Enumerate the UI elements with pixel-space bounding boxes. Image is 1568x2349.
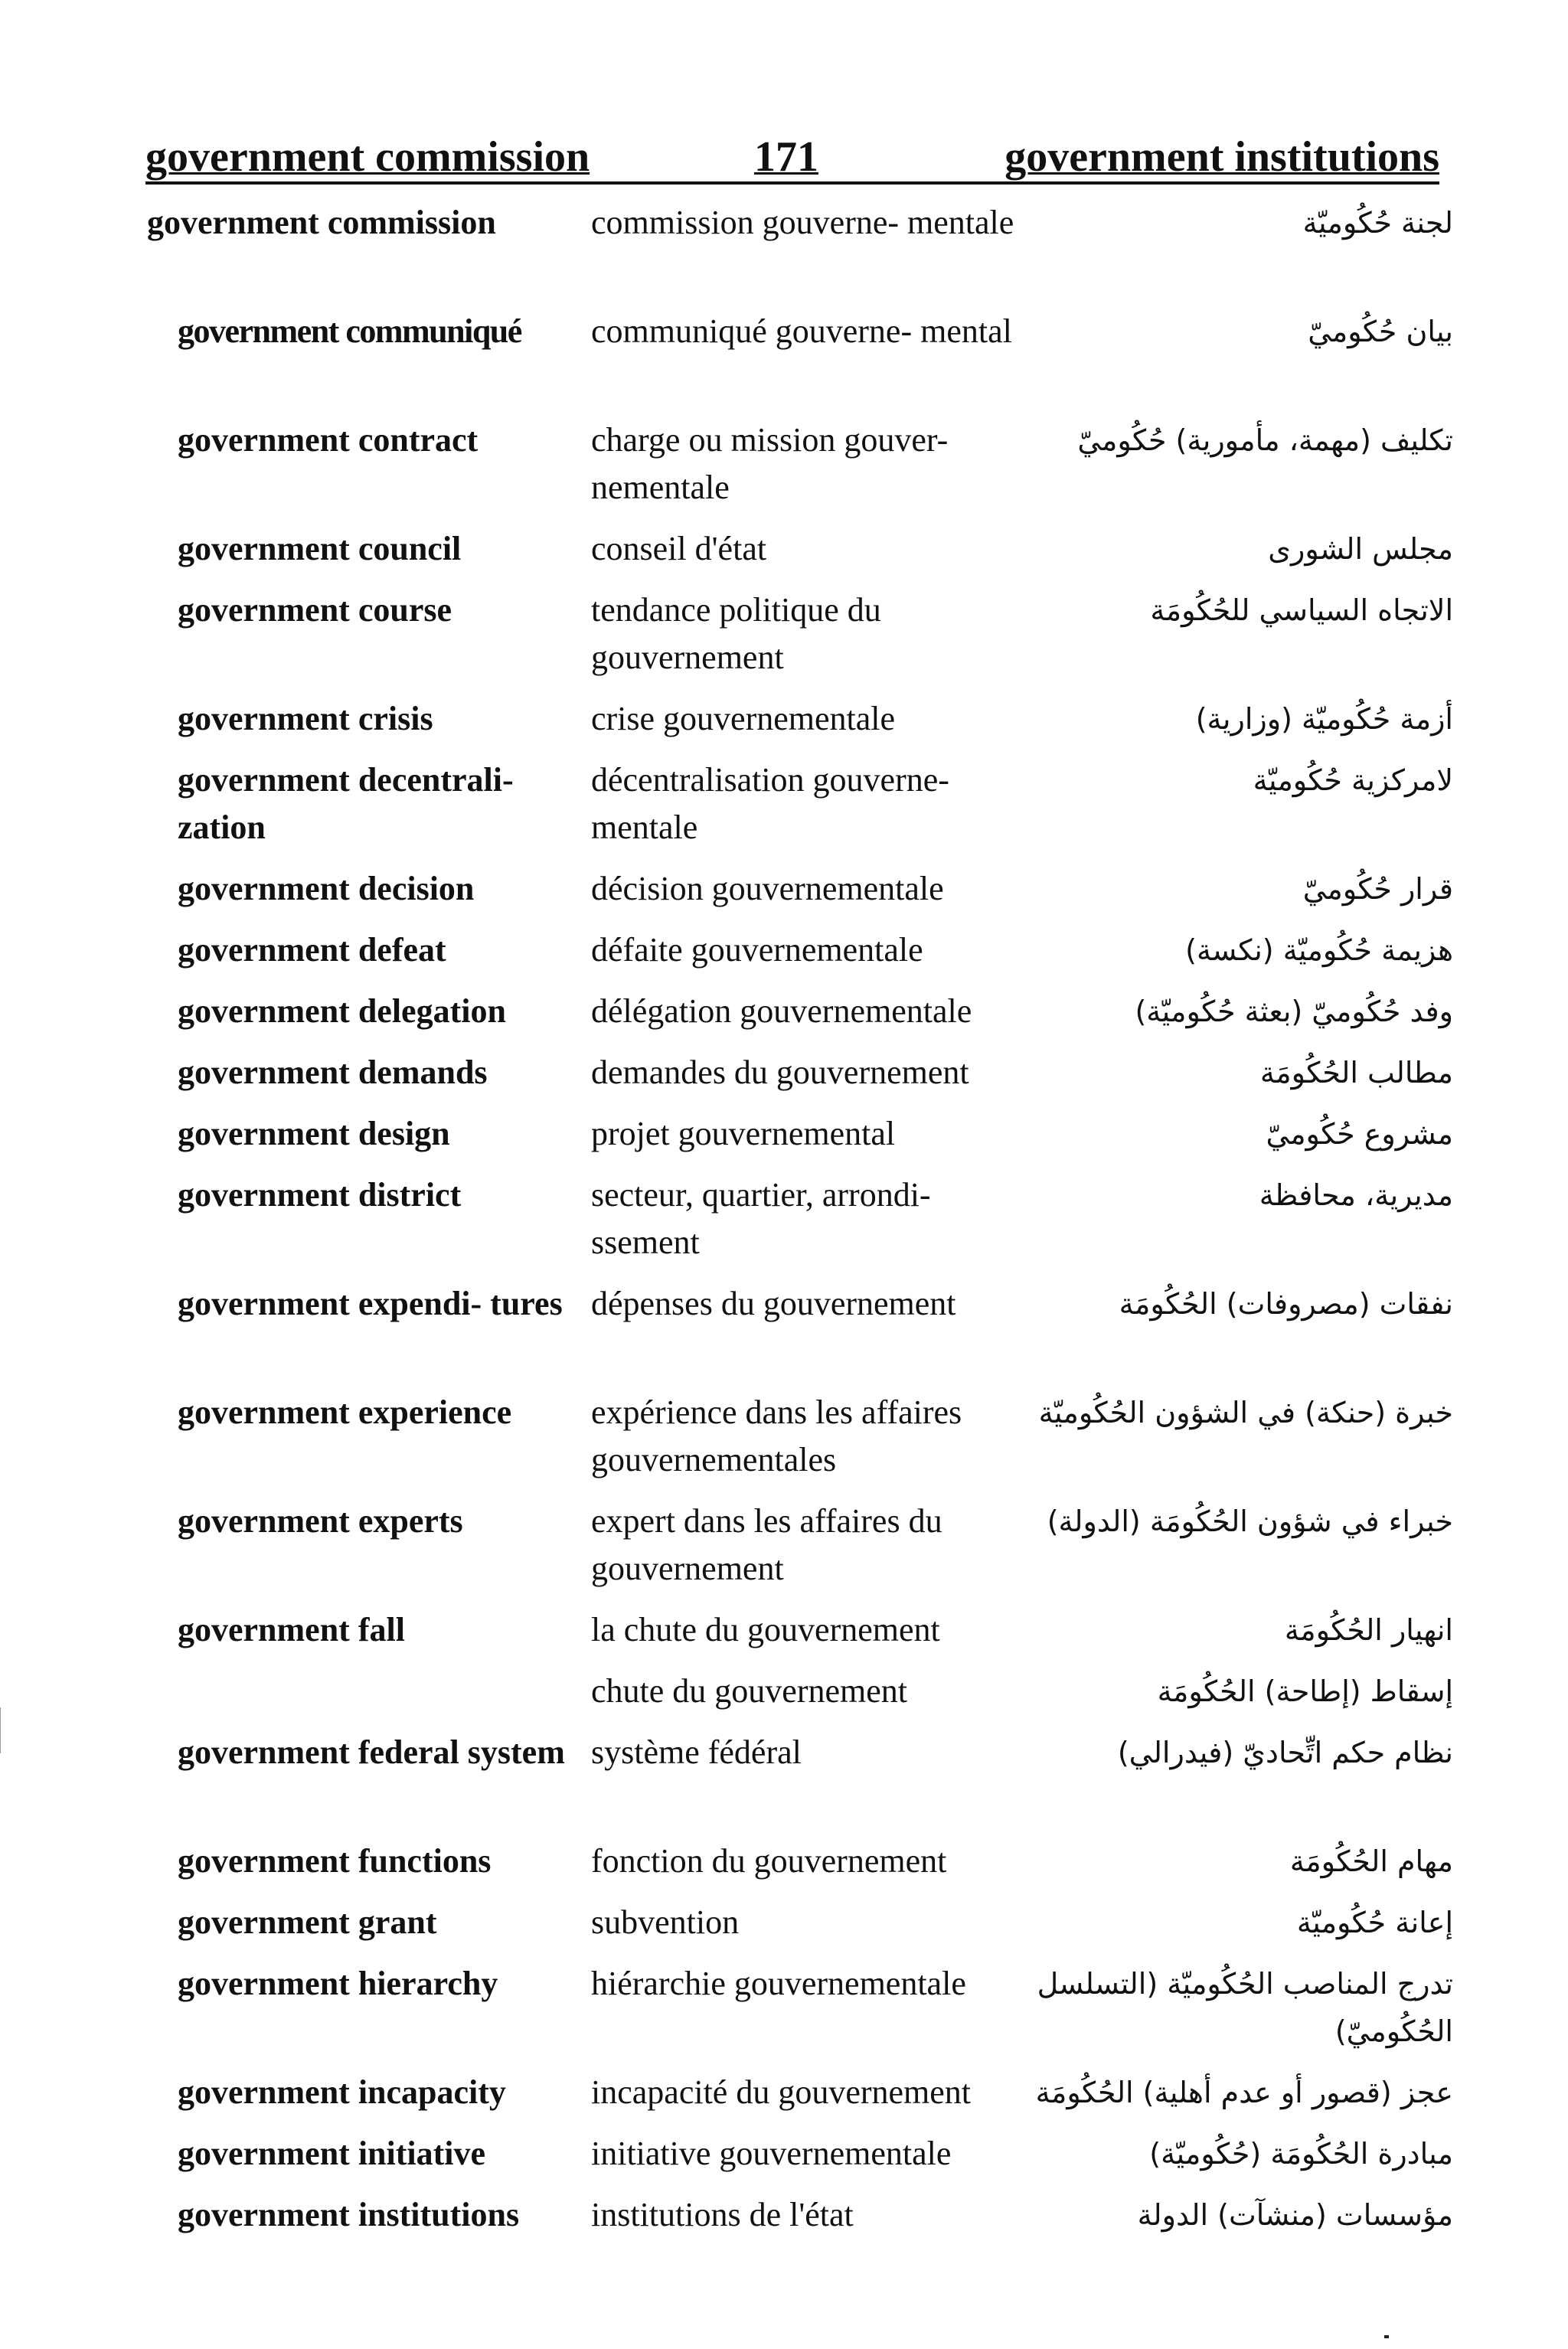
english-term: government hierarchy xyxy=(178,1965,498,2002)
french-translation: institutions de l'état xyxy=(591,2196,854,2233)
english-term: government crisis xyxy=(178,700,433,737)
arabic-translation: خبراء في شؤون الحُكُومَة (الدولة) xyxy=(1047,1504,1453,1538)
left-running-headword: government commission xyxy=(145,133,590,181)
arabic-translation: مبادرة الحُكُومَة (حُكُوميّة) xyxy=(1149,2137,1453,2171)
arabic-translation: الاتجاه السياسي للحُكُومَة xyxy=(1150,593,1453,627)
scan-speck xyxy=(1384,2335,1389,2338)
english-term: government fall xyxy=(178,1611,405,1648)
french-translation: initiative gouvernementale xyxy=(591,2135,952,2172)
dictionary-entry xyxy=(0,1110,1568,1171)
english-term: government contract xyxy=(178,421,479,459)
arabic-translation: مديرية، محافظة xyxy=(1259,1178,1453,1212)
english-term: government design xyxy=(178,1115,450,1152)
english-term: government decentrali- zation xyxy=(178,761,514,846)
english-term: government incapacity xyxy=(178,2073,506,2111)
english-term: government commission xyxy=(147,204,496,241)
dictionary-entry xyxy=(0,695,1568,756)
dictionary-entry xyxy=(0,2069,1568,2130)
arabic-translation: نفقات (مصروفات) الحُكُومَة xyxy=(1119,1287,1453,1321)
french-translation: défaite gouvernementale xyxy=(591,931,923,969)
english-term: government defeat xyxy=(178,931,446,969)
arabic-translation: لجنة حُكُوميّة xyxy=(1302,206,1453,240)
arabic-translation: مشروع حُكُوميّ xyxy=(1266,1117,1453,1151)
french-translation: fonction du gouvernement xyxy=(591,1842,947,1880)
dictionary-entry xyxy=(0,1899,1568,1960)
dictionary-entry xyxy=(0,1049,1568,1110)
english-term: government course xyxy=(178,591,452,629)
arabic-translation: مؤسسات (منشآت) الدولة xyxy=(1137,2198,1453,2232)
english-term: government council xyxy=(178,530,462,567)
english-term: government experts xyxy=(178,1502,463,1540)
french-translation: tendance politique du gouvernement xyxy=(591,591,881,676)
french-translation: expérience dans les affaires gouvernementales xyxy=(591,1393,962,1478)
english-term: government grant xyxy=(178,1903,437,1941)
english-term: government functions xyxy=(178,1842,492,1880)
arabic-translation: عجز (قصور أو عدم أهلية) الحُكُومَة xyxy=(1035,2076,1453,2109)
english-term: government decision xyxy=(178,870,475,907)
arabic-translation: إسقاط (إطاحة) الحُكُومَة xyxy=(1157,1674,1453,1708)
french-translation: système fédéral xyxy=(591,1733,802,1771)
arabic-translation: إعانة حُكُوميّة xyxy=(1296,1906,1453,1939)
arabic-translation: تكليف (مهمة، مأمورية) حُكُوميّ xyxy=(1077,423,1453,457)
arabic-translation: مهام الحُكُومَة xyxy=(1289,1844,1453,1878)
dictionary-entry xyxy=(0,586,1568,695)
french-translation: commission gouverne- mentale xyxy=(591,204,1014,241)
dictionary-entry xyxy=(0,1668,1568,1729)
dictionary-entry xyxy=(0,525,1568,586)
english-term: government federal system xyxy=(178,1733,565,1771)
english-term: government delegation xyxy=(178,992,506,1030)
arabic-translation: بيان حُكُوميّ xyxy=(1308,315,1453,348)
english-term: government district xyxy=(178,1176,462,1214)
french-translation: délégation gouvernementale xyxy=(591,992,972,1030)
french-translation: subvention xyxy=(591,1903,740,1941)
dictionary-entry xyxy=(0,199,1568,308)
arabic-translation: قرار حُكُوميّ xyxy=(1302,872,1453,906)
english-term: government initiative xyxy=(178,2135,486,2172)
arabic-translation: تدرج المناصب الحُكُوميّة (التسلسل الحُكُوميّ) xyxy=(1037,1967,1453,2048)
french-translation: demandes du gouvernement xyxy=(591,1054,969,1091)
french-translation: crise gouvernementale xyxy=(591,700,896,737)
english-term: government institutions xyxy=(178,2196,520,2233)
right-running-headword: government institutions xyxy=(1004,133,1439,181)
french-translation: dépenses du gouvernement xyxy=(591,1285,956,1322)
french-translation: secteur, quartier, arrondi- ssement xyxy=(591,1176,931,1261)
dictionary-entry xyxy=(0,2191,1568,2253)
french-translation: chute du gouvernement xyxy=(591,1672,907,1710)
page-number: 171 xyxy=(754,133,818,181)
french-translation: charge ou mission gouver- nementale xyxy=(591,421,949,506)
dictionary-entry xyxy=(0,417,1568,525)
arabic-translation: لامركزية حُكُوميّة xyxy=(1253,763,1453,797)
arabic-translation: مطالب الحُكُومَة xyxy=(1259,1056,1453,1090)
french-translation: expert dans les affaires du gouvernement xyxy=(591,1502,942,1587)
arabic-translation: انهيار الحُكُومَة xyxy=(1284,1613,1453,1647)
arabic-translation: أزمة حُكُوميّة (وزارية) xyxy=(1195,702,1453,736)
dictionary-entry xyxy=(0,1606,1568,1668)
dictionary-entry xyxy=(0,865,1568,926)
arabic-translation: نظام حكم اتِّحاديّ (فيدرالي) xyxy=(1117,1736,1453,1769)
english-term: government demands xyxy=(178,1054,488,1091)
dictionary-entry xyxy=(0,756,1568,865)
french-translation: communiqué gouverne- mental xyxy=(591,312,1012,350)
arabic-translation: مجلس الشورى xyxy=(1268,532,1453,566)
dictionary-entry xyxy=(0,926,1568,988)
dictionary-entry xyxy=(0,1280,1568,1389)
dictionary-entry xyxy=(0,1171,1568,1280)
french-translation: conseil d'état xyxy=(591,530,767,567)
page-edge-mark xyxy=(0,1707,1,1753)
dictionary-entry xyxy=(0,1498,1568,1606)
english-term: government expendi- tures xyxy=(178,1285,563,1322)
english-term: government communiqué xyxy=(178,312,521,350)
dictionary-entries xyxy=(0,199,1568,2253)
french-translation: la chute du gouvernement xyxy=(591,1611,940,1648)
arabic-translation: وفد حُكُوميّ (بعثة حُكُوميّة) xyxy=(1135,995,1453,1028)
french-translation: incapacité du gouvernement xyxy=(591,2073,972,2111)
french-translation: hiérarchie gouvernementale xyxy=(591,1965,966,2002)
french-translation: décision gouvernementale xyxy=(591,870,944,907)
page-header xyxy=(145,126,1439,185)
dictionary-entry xyxy=(0,1960,1568,2069)
dictionary-entry xyxy=(0,1838,1568,1899)
french-translation: projet gouvernemental xyxy=(591,1115,896,1152)
dictionary-entry xyxy=(0,1729,1568,1838)
dictionary-entry xyxy=(0,1389,1568,1498)
english-term: government experience xyxy=(178,1393,512,1431)
dictionary-entry xyxy=(0,2130,1568,2191)
dictionary-entry xyxy=(0,988,1568,1049)
arabic-translation: خبرة (حنكة) في الشؤون الحُكُوميّة xyxy=(1038,1396,1453,1429)
arabic-translation: هزيمة حُكُوميّة (نكسة) xyxy=(1185,933,1453,967)
french-translation: décentralisation gouverne- mentale xyxy=(591,761,949,846)
dictionary-entry xyxy=(0,308,1568,417)
